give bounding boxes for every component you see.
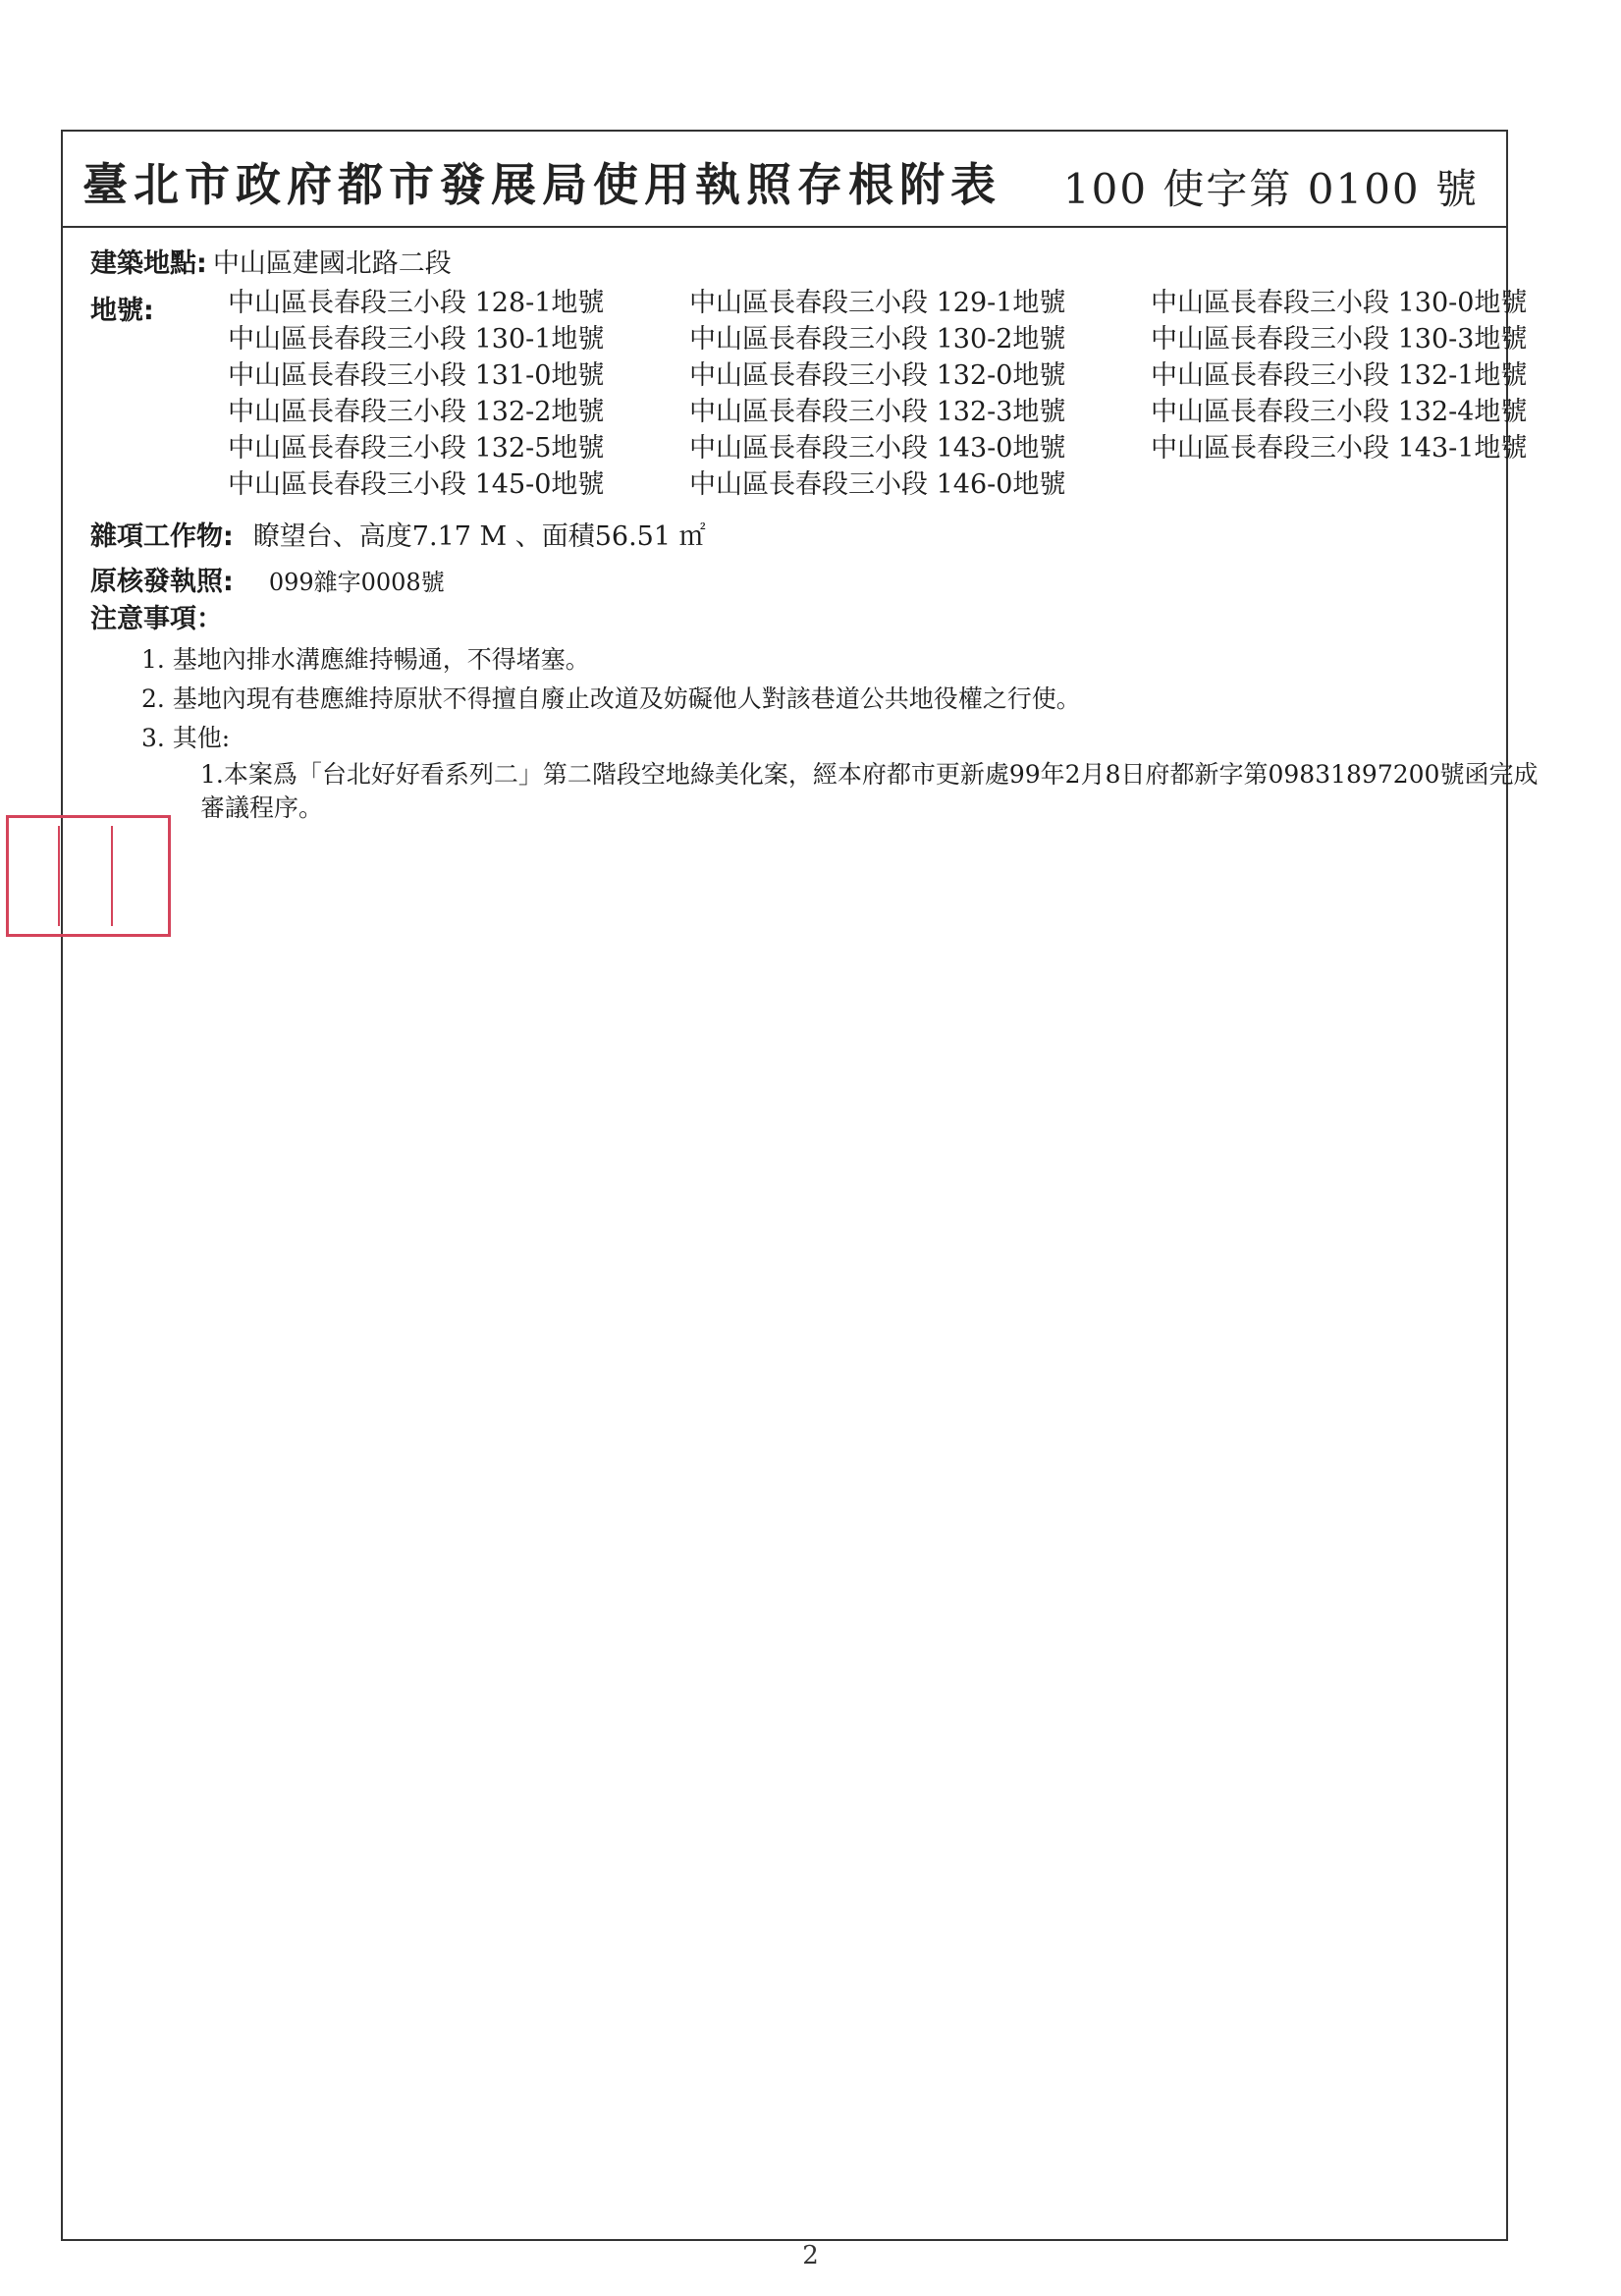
lot-item: 中山區長春段三小段 130-1地號 bbox=[228, 324, 605, 355]
structure-value: 瞭望台、高度7.17 M 、面積56.51 ㎡ bbox=[252, 521, 706, 552]
lot-item: 中山區長春段三小段 132-1地號 bbox=[1151, 360, 1528, 391]
red-official-seal-icon bbox=[6, 815, 171, 937]
title-bar bbox=[63, 132, 1506, 228]
lot-item: 中山區長春段三小段 143-1地號 bbox=[1151, 433, 1528, 464]
location-label: 建築地點: bbox=[90, 248, 207, 279]
lot-item: 中山區長春段三小段 145-0地號 bbox=[228, 469, 605, 500]
lot-item: 中山區長春段三小段 143-0地號 bbox=[689, 433, 1066, 464]
note-item: 1. 基地內排水溝應維持暢通，不得堵塞。 bbox=[141, 645, 590, 674]
structure-label: 雜項工作物: bbox=[90, 521, 234, 552]
notes-heading-row bbox=[90, 597, 223, 635]
lot-item: 中山區長春段三小段 132-4地號 bbox=[1151, 397, 1528, 427]
document-frame bbox=[61, 130, 1539, 2241]
lot-item: 中山區長春段三小段 130-2地號 bbox=[689, 324, 1066, 355]
lot-label-row bbox=[90, 289, 154, 327]
notes-heading: 注意事項： bbox=[90, 604, 223, 634]
lot-item: 中山區長春段三小段 132-2地號 bbox=[228, 397, 605, 427]
note-item: 3. 其他: bbox=[141, 724, 231, 752]
original-permit-label: 原核發執照: bbox=[90, 567, 234, 597]
lot-item: 中山區長春段三小段 132-3地號 bbox=[689, 397, 1066, 427]
structure-row bbox=[90, 515, 706, 553]
note-sub-item: 1.本案爲「台北好好看系列二」第二階段空地綠美化案，經本府都市更新處99年2月8日府都新字第09831897200號函完成審議程序。 bbox=[200, 760, 1539, 822]
lot-item: 中山區長春段三小段 146-0地號 bbox=[689, 469, 1066, 500]
lot-item: 中山區長春段三小段 128-1地號 bbox=[228, 288, 605, 318]
lot-item: 中山區長春段三小段 132-5地號 bbox=[228, 433, 605, 464]
lot-item: 中山區長春段三小段 129-1地號 bbox=[689, 288, 1066, 318]
lot-item: 中山區長春段三小段 130-3地號 bbox=[1151, 324, 1528, 355]
lot-item: 中山區長春段三小段 132-0地號 bbox=[689, 360, 1066, 391]
lot-list bbox=[228, 287, 1612, 502]
original-permit-row bbox=[90, 560, 445, 598]
notes-list bbox=[141, 640, 1081, 758]
document-title: 臺北市政府都市發展局使用執照存根附表 bbox=[82, 158, 1001, 211]
location-row bbox=[90, 242, 452, 280]
note-item: 2. 基地內現有巷應維持原狀不得擅自廢止改道及妨礙他人對該巷道公共地役權之行使。 bbox=[141, 684, 1081, 713]
page-number: 2 bbox=[802, 2241, 819, 2270]
lot-item: 中山區長春段三小段 130-0地號 bbox=[1151, 288, 1528, 318]
lot-item: 中山區長春段三小段 131-0地號 bbox=[228, 360, 605, 391]
permit-number: 100 使字第 0100 號 bbox=[1062, 165, 1479, 213]
original-permit-value: 099雜字0008號 bbox=[268, 569, 445, 596]
location-value: 中山區建國北路二段 bbox=[212, 248, 452, 279]
lot-label: 地號: bbox=[90, 296, 154, 326]
